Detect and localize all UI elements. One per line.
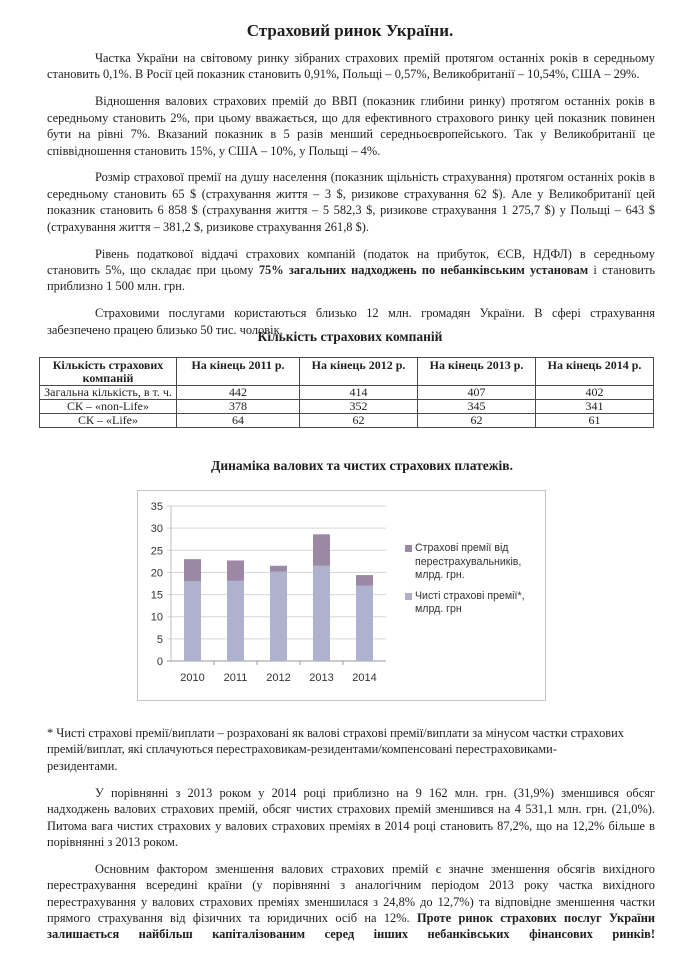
paragraph-market-depth: Відношення валових страхових премій до ВВП (показник глибини ринку) протягом останніх років в середньому становить 2%, при цьому вважається, що для ефективного страхового ринку цей показник повинен бути на рівні 7%. Вказаний показник в 5 разів менший середньоєвропейського. Так у Великобританії це співвідношення становить 15%, у США – 10%, у Польщі – 4%. [47,94,655,158]
table-cell: 414 [300,386,418,400]
paragraph-main-factor [47,861,655,943]
bar-segment-net-2013 [313,566,330,661]
table-cell: 64 [177,414,300,428]
table-cell: 407 [418,386,536,400]
table-title: Кількість страхових компаній [257,329,443,344]
paragraph-world-share: Частка України на світовому ринку зібраних страхових премій протягом останніх років в середньому становить 0,1%. В Росії цей показник становить 0,91%, Польщі – 0,57%, Великобританії – 10,54%, США – 29%. [47,51,655,82]
bar-segment-net-2012 [270,572,287,661]
table-header-cell: Кількість страхових компаній [40,358,177,386]
y-tick-label: 5 [156,633,163,646]
table-row [40,414,654,428]
y-tick-label: 25 [150,545,163,558]
chart-title: Динаміка валових та чистих страхових платежів. [211,458,513,473]
companies-table [39,357,654,428]
tax-text-bold: 75% загальних надходжень по небанківським установам [258,262,589,277]
legend-marker-reinsurer [405,545,412,552]
table-row [40,386,654,400]
table-header-cell: На кінець 2012 р. [300,358,418,386]
legend-label: Чисті страхові премії*, млрд. грн [415,589,525,615]
table-cell: СК – «non-Life» [40,400,177,414]
table-header-cell: На кінець 2013 р. [418,358,536,386]
table-cell: 378 [177,400,300,414]
y-tick-label: 20 [150,567,163,580]
y-tick-label: 10 [150,611,163,624]
bar-segment-net-2011 [227,581,244,661]
premiums-chart [137,490,546,701]
intro-text [47,50,655,349]
tax-text-after: і становить приблизно 1 500 млн. грн. [47,262,656,294]
table-cell: СК – «Life» [40,414,177,428]
table-cell: 442 [177,386,300,400]
table-cell: 61 [536,414,654,428]
x-tick-label-2010: 2010 [180,672,205,684]
legend-marker-net [405,593,412,600]
paragraph-services-users: Страховими послугами користаються близько 12 млн. громадян України. В сфері страхування забезпечено працею близько 50 тис. чоловік. [47,306,655,337]
paragraph-2014-comparison: У порівнянні з 2013 роком у 2014 році приблизно на 9 162 млн. грн. (31,9%) зменшився обсяг надходжень валових страхових премій, обсяг чистих страхових премій зменшився на 4 531,1 млн. грн. (21,0%). Питома вага чистих страхових у валових страхових преміях в 2014 році становить 87,2%, що на 12,2% більше в порівнянні з 2013 роком. [47,785,655,849]
x-tick-label-2014: 2014 [352,672,377,684]
x-tick-label-2013: 2013 [309,672,334,684]
bar-segment-net-2014 [356,586,373,661]
y-tick-label: 35 [150,501,163,513]
y-tick-label: 0 [156,656,163,668]
table-cell: 62 [300,414,418,428]
bar-segment-net-2010 [184,581,201,661]
paragraph-tax-return [47,246,655,295]
table-cell: 402 [536,386,654,400]
chart-legend [404,542,540,624]
notes-text [47,725,655,953]
legend-item-net-premiums [404,590,540,617]
footnote: * Чисті страхові премії/виплати – розраховані як валові страхові премії/виплати за мінусом частки страхових премій/виплат, які сплачуються перестраховикам-резидентами/компенсовані перестраховиками-резидентами. [47,726,624,773]
bar-segment-reinsurer-2013 [313,534,330,565]
paragraph-insurance-density: Розмір страхової премії на душу населення (показник щільність страхування) протягом останніх років в середньому становить 65 $ (страхування життя – 3 $, ризикове страхування 62 $). Але у Великобританії цей показник становить 6 858 $ (страхування життя – 5 582,3 $, ризикове страхування 1 275,7 $) у Польщі – 643 $ (страхування життя – 381,2 $, ризикове страхування 261,8 $). [47,170,655,234]
y-tick-label: 15 [150,589,163,602]
bar-segment-reinsurer-2010 [184,559,201,581]
bar-segment-reinsurer-2014 [356,575,373,586]
table-header-cell: На кінець 2014 р. [536,358,654,386]
table-cell: 62 [418,414,536,428]
tax-text-before: Рівень податкової віддачі страхових компаній (податок на прибуток, ЄСВ, НДФЛ) в середньому становить 5%, що складає при цьому [47,246,655,277]
table-cell: 341 [536,400,654,414]
document-title: Страховий ринок України. [246,21,454,40]
factor-text: Основним фактором зменшення валових страхових премій є значне зменшення обсягів вихідного перестрахування всередині країни (у порівнянні з аналогічним періодом 2013 року частка вихідного перестрахування у валових страхових преміях зменшилася з 24,8% до 12,7%) та відповідне зменшення частки прямого страхування від фізичних та юридичних осіб на 12%. [47,861,655,926]
table-header-row [40,358,654,386]
legend-label: Страхові премії від перестрахувальників, млрд. грн. [415,542,522,581]
table-cell: 352 [300,400,418,414]
legend-item-reinsurer-premiums [404,542,540,583]
y-tick-label: 30 [150,523,163,536]
table-cell: Загальна кількість, в т. ч. [40,386,177,400]
x-tick-label-2012: 2012 [266,672,291,684]
bar-segment-reinsurer-2012 [270,566,287,572]
table-cell: 345 [418,400,536,414]
table-row [40,400,654,414]
bar-segment-reinsurer-2011 [227,560,244,580]
factor-text-bold: Проте ринок страхових послуг України залишається найбільш капіталізованим серед інших небанківських фінансових ринків! [47,911,655,942]
x-tick-label-2011: 2011 [223,672,248,684]
table-header-cell: На кінець 2011 р. [177,358,300,386]
